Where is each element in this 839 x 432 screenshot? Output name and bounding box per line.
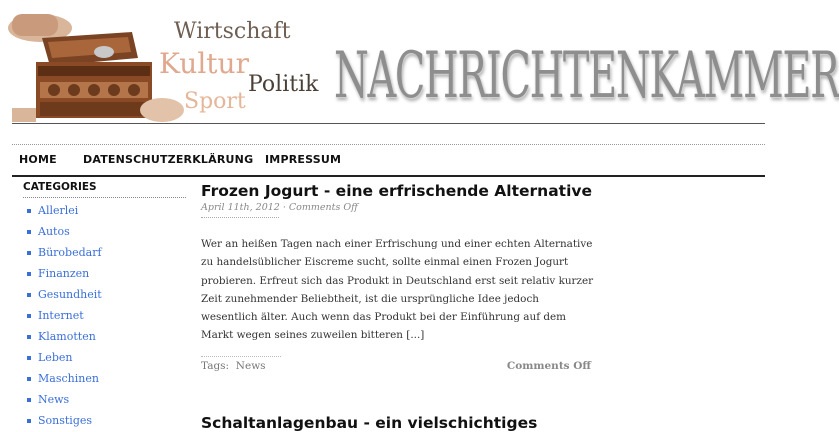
category-item — [23, 261, 186, 282]
post-date: April 11th, 2012 — [201, 202, 280, 213]
post-tags — [201, 360, 266, 372]
category-link-klamotten[interactable]: Klamotten — [38, 330, 96, 343]
header-word-politik: Politik — [248, 72, 319, 97]
category-link-sonstiges[interactable]: Sonstiges — [38, 414, 93, 427]
sidebar — [23, 181, 186, 429]
category-link-allerlei[interactable]: Allerlei — [38, 204, 79, 217]
meta-rule — [201, 217, 279, 218]
meta-separator: · — [279, 202, 289, 213]
post-title[interactable]: Frozen Jogurt - eine erfrischende Alternative — [201, 182, 593, 200]
header-word-sport: Sport — [184, 89, 246, 114]
category-item — [23, 366, 186, 387]
category-item — [23, 240, 186, 261]
site-title[interactable]: NACHRICHTENKAMMER — [334, 39, 839, 113]
category-item — [23, 219, 186, 240]
post — [201, 181, 594, 355]
next-post-title[interactable]: Schaltanlagenbau - ein vielschichtiges — [201, 414, 538, 432]
tag-link-news[interactable]: News — [235, 360, 266, 372]
nav-impressum[interactable]: IMPRESSUM — [265, 153, 342, 166]
category-item — [23, 345, 186, 366]
category-link-internet[interactable]: Internet — [38, 309, 84, 322]
footer-rule — [201, 356, 281, 357]
nav-home[interactable]: HOME — [19, 153, 57, 166]
category-link-finanzen[interactable]: Finanzen — [38, 267, 90, 280]
category-link-gesundheit[interactable]: Gesundheit — [38, 288, 102, 301]
category-list — [23, 198, 186, 429]
nav-top-rule — [12, 144, 765, 145]
category-item — [23, 408, 186, 429]
comments-link[interactable]: Comments Off — [506, 360, 591, 372]
post-comments-meta: Comments Off — [288, 202, 358, 213]
tags-label: Tags: — [201, 360, 230, 372]
category-link-maschinen[interactable]: Maschinen — [38, 372, 99, 385]
header-word-wirtschaft: Wirtschaft — [174, 19, 291, 44]
category-item — [23, 198, 186, 219]
nav-bottom-rule — [12, 175, 765, 177]
post-meta — [201, 202, 591, 213]
category-link-news[interactable]: News — [38, 393, 70, 406]
header-rule — [12, 123, 765, 124]
main-nav — [12, 147, 765, 175]
sidebar-heading: CATEGORIES — [23, 181, 186, 198]
site-header — [12, 10, 839, 122]
category-link-buerobedarf[interactable]: Bürobedarf — [38, 246, 102, 259]
category-item — [23, 303, 186, 324]
category-link-leben[interactable]: Leben — [38, 351, 73, 364]
category-item — [23, 282, 186, 303]
treasure-chest-image — [12, 10, 172, 122]
category-item — [23, 324, 186, 345]
post-footer — [201, 356, 591, 376]
nav-datenschutz[interactable]: DATENSCHUTZERKLÄRUNG — [83, 153, 254, 166]
category-item — [23, 387, 186, 408]
post-excerpt: Wer an heißen Tagen nach einer Erfrischung und einer echten Alternative zu handelsüblicher Eiscreme sucht, sollte einmal einen Frozen Jogurt probieren. Erfreut sich das Produkt in Deutschland erst seit relativ kurzer Zeit zunehmender Beliebtheit, ist die ursprüngliche Idee jedoch wesentlich älter. Auch wenn das Produkt bei der Einführung auf dem Markt wegen seines zuweilen bitteren [...] — [201, 238, 594, 342]
header-word-kultur: Kultur — [159, 47, 249, 80]
category-link-autos[interactable]: Autos — [38, 225, 70, 238]
